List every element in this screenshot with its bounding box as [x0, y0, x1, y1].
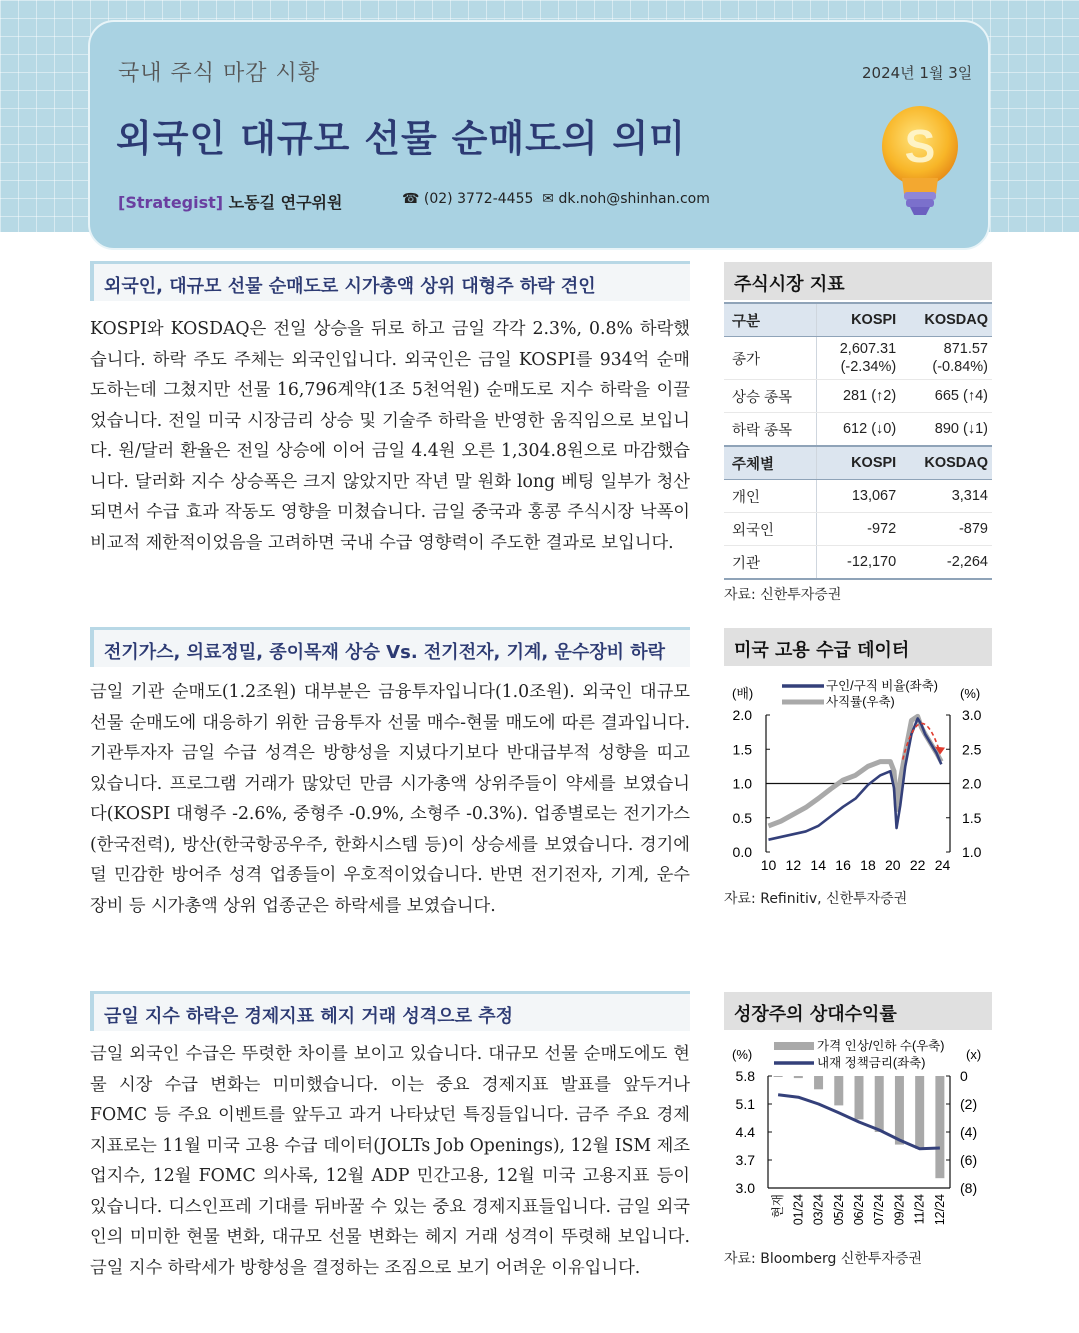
- table-header-row: 구분 KOSPI KOSDAQ: [724, 303, 992, 337]
- chart1-right-unit: (%): [960, 686, 981, 701]
- phone-number: ☎ (02) 3772-4455: [402, 191, 534, 207]
- chart2-left-tick-label: 4.4: [735, 1124, 755, 1140]
- chart1-left-tick-label: 0.0: [732, 844, 752, 860]
- chart1-x-tick-label: 18: [860, 857, 876, 873]
- chart1-right-tick-label: 1.5: [962, 809, 982, 826]
- page-title: 외국인 대규모 선물 순매도의 의미: [116, 117, 686, 160]
- chart1-x-tick-label: 24: [934, 857, 951, 873]
- chart2-left-tick-label: 3.0: [735, 1180, 755, 1196]
- chart1-series-ratio-line: [768, 718, 941, 839]
- chart2-x-tick-label: 07/24: [872, 1194, 887, 1226]
- chart1-legend-label-quits: 사직률(우축): [826, 695, 895, 709]
- chart2-x-tick-label: 06/24: [852, 1194, 866, 1226]
- chart2-left-unit: (%): [732, 1047, 753, 1062]
- chart2-bar: [935, 1076, 944, 1178]
- chart2-x-tick-label: 05/24: [831, 1194, 846, 1226]
- chart2-x-tick-label: 01/24: [791, 1194, 806, 1226]
- table-row-foreign: 외국인 -972 -879: [724, 513, 992, 546]
- chart1-source: 자료: Refinitiv, 신한투자증권: [724, 891, 908, 907]
- chart2-legend-label-bars: 가격 인상/인하 수(우축): [817, 1039, 945, 1053]
- table-row-individual: 개인 13,067 3,314: [724, 480, 992, 513]
- chart2-legend-swatch-bars: [774, 1042, 814, 1050]
- chart1-x-tick-label: 16: [835, 857, 851, 873]
- chart2-right-tick-label: (8): [960, 1180, 978, 1196]
- chart1-x-tick-label: 10: [760, 857, 777, 873]
- chart1-right-tick-label: 1.0: [962, 844, 982, 860]
- chart1-x-tick-label: 22: [909, 857, 926, 873]
- chart2-right-tick-label: (6): [960, 1152, 978, 1168]
- chart2-x-tick-label: 03/24: [811, 1194, 826, 1226]
- chart2-title: 성장주의 상대수익률: [724, 992, 992, 1030]
- svg-text:S: S: [904, 120, 936, 172]
- chart2-bar: [895, 1076, 904, 1145]
- chart1-left-tick-label: 1.5: [732, 741, 752, 758]
- chart1-title: 미국 고용 수급 데이터: [724, 628, 992, 666]
- chart2-bar: [814, 1076, 823, 1089]
- author-name: 노동길 연구위원: [228, 193, 343, 212]
- chart2-source: 자료: Bloomberg 신한투자증권: [724, 1251, 922, 1267]
- chart1-left-tick-label: 1.0: [732, 775, 752, 792]
- chart2-legend-label-line: 내재 정책금리(좌축): [817, 1056, 926, 1070]
- chart2-bar: [915, 1076, 924, 1149]
- chart2-x-tick-label: 12/24: [932, 1194, 947, 1226]
- section-heading-3: 금일 지수 하락은 경제지표 헤지 거래 성격으로 추정: [90, 991, 690, 1031]
- chart1-left-unit: (배): [732, 686, 754, 701]
- chart2-right-tick-label: 0: [960, 1068, 968, 1084]
- section-body-1: KOSPI와 KOSDAQ은 전일 상승을 뒤로 하고 금일 각각 2.3%, 0.8% 하락했습니다. 하락 주도 주체는 외국인입니다. 외국인은 금일 KOSPI를 934억 순매도하는데 그쳤지만 선물 16,796계약(1조 5천억원) 순매도로 지수 하락을 이끌었습니다. 전일 미국 시장금리 상승 및 기술주 하락을 반영한 움직임으로 보입니다. 원/달러 환율은 전일 상승에 이어 금일 4.4원 오른 1,304.8원으로 마감했습니다. 달러화 지수 상승폭은 크지 않았지만 작년 말 원화 long 베팅 일부가 청산되면서 수급 효과 작동도 영향을 미쳤습니다. 금일 중국과 홍콩 주식시장 낙폭이 비교적 제한적이었음을 고려하면 국내 수급 영향력이 주도한 결과로 보입니다.: [90, 319, 690, 553]
- chart2-right-unit: (x): [966, 1047, 982, 1062]
- chart2-right-tick-label: (2): [960, 1096, 978, 1112]
- chart1-right-tick-label: 2.0: [962, 775, 982, 792]
- table-source: 자료: 신한투자증권: [724, 587, 842, 603]
- section-heading-2: 전기가스, 의료정밀, 종이목재 상승 Vs. 전기전자, 기계, 운수장비 하락: [90, 627, 690, 667]
- chart1-right-tick-label: 3.0: [962, 707, 982, 723]
- chart2-left-tick-label: 5.1: [735, 1096, 755, 1112]
- contact-line: [402, 191, 710, 207]
- chart1-right-tick-label: 2.5: [962, 741, 982, 758]
- email-link[interactable]: ✉ dk.noh@shinhan.com: [542, 191, 710, 207]
- market-table-title: 주식시장 지표: [724, 262, 992, 300]
- chart1-legend-label-ratio: 구인/구직 비율(좌축): [826, 679, 938, 693]
- author-role: [Strategist]: [118, 193, 224, 212]
- chart2-x-tick-label: 현재: [771, 1194, 786, 1219]
- chart2-right-tick-label: (4): [960, 1124, 978, 1140]
- chart2-bar: [875, 1076, 884, 1132]
- table-header-row-investors: 주체별 KOSPI KOSDAQ: [724, 446, 992, 480]
- lightbulb-icon: [880, 102, 960, 218]
- growth-chart: [724, 1036, 992, 1242]
- market-indicator-table: [724, 302, 992, 580]
- table-row-decliners: 하락 종목 612 (↓0) 890 (↓1): [724, 413, 992, 447]
- chart2-x-tick-label: 09/24: [892, 1194, 907, 1226]
- chart2-x-tick-label: 11/24: [912, 1194, 927, 1225]
- section-heading-1: 외국인, 대규모 선물 순매도로 시가총액 상위 대형주 하락 견인: [90, 261, 690, 301]
- table-row-advancers: 상승 종목 281 (↑2) 665 (↑4): [724, 380, 992, 413]
- report-date: 2024년 1월 3일: [862, 64, 973, 82]
- chart2-left-tick-label: 5.8: [735, 1068, 755, 1084]
- chart1-x-tick-label: 20: [885, 857, 901, 873]
- report-kicker: 국내 주식 마감 시황: [118, 61, 320, 86]
- section-body-3: 금일 외국인 수급은 뚜렷한 차이를 보이고 있습니다. 대규모 선물 순매도에도 현물 시장 수급 변화는 미미했습니다. 이는 중요 경제지표 발표를 앞두거나 FOMC 등 주요 이벤트를 앞두고 과거 나타났던 특징들입니다. 금주 주요 경제지표로는 11월 미국 고용 수급 데이터(JOLTs Job Openings), 12월 ISM 제조업지수, 12월 FOMC 의사록, 12월 ADP 민간고용, 12월 미국 고용지표 등이 있습니다. 디스인프레 기대를 뒤바꿀 수 있는 중요 경제지표들입니다. 금일 외국인의 미미한 현물 변화, 대규모 선물 변화는 헤지 거래 성격이 뚜렷해 보입니다. 금일 지수 하락세가 방향성을 결정하는 조짐으로 보기 어려운 이유입니다.: [90, 1044, 690, 1278]
- author-line: [118, 190, 342, 213]
- table-row-close: 종가 2,607.31 (-2.34%) 871.57 (-0.84%): [724, 337, 992, 380]
- chart1-x-tick-label: 14: [810, 857, 827, 873]
- chart2-left-tick-label: 3.7: [735, 1152, 755, 1168]
- chart2-bar: [794, 1076, 803, 1078]
- section-body-2: 금일 기관 순매도(1.2조원) 대부분은 금융투자입니다(1.0조원). 외국인 대규모 선물 순매도에 대응하기 위한 금융투자 선물 매수-현물 매도에 따른 결과입니다. 기관투자자 금일 수급 성격은 방향성을 지녔다기보다 반대급부적 성향을 띠고 있습니다. 프로그램 거래가 많았던 만큼 시가총액 상위주들이 약세를 보였습니다(KOSPI 대형주 -2.6%, 중형주 -0.9%, 소형주 -0.3%). 업종별로는 전기가스(한국전력), 방산(한국항공우주, 한화시스템 등)이 상승세를 보였습니다. 경기에 덜 민감한 방어주 성격 업종들이 우호적이었습니다. 반면 전기전자, 기계, 운수장비 등 시가총액 상위 업종군은 하락세를 보였습니다.: [90, 682, 690, 916]
- chart1-x-tick-label: 12: [785, 857, 802, 873]
- chart2-bar: [774, 1076, 783, 1077]
- labor-chart: [724, 672, 992, 880]
- chart1-left-tick-label: 0.5: [732, 809, 752, 826]
- table-row-institution: 기관 -12,170 -2,264: [724, 546, 992, 580]
- chart2-bar: [855, 1076, 864, 1119]
- chart1-left-tick-label: 2.0: [732, 707, 752, 723]
- chart2-bar: [834, 1076, 843, 1105]
- chart1-series-quits-line: [768, 716, 941, 826]
